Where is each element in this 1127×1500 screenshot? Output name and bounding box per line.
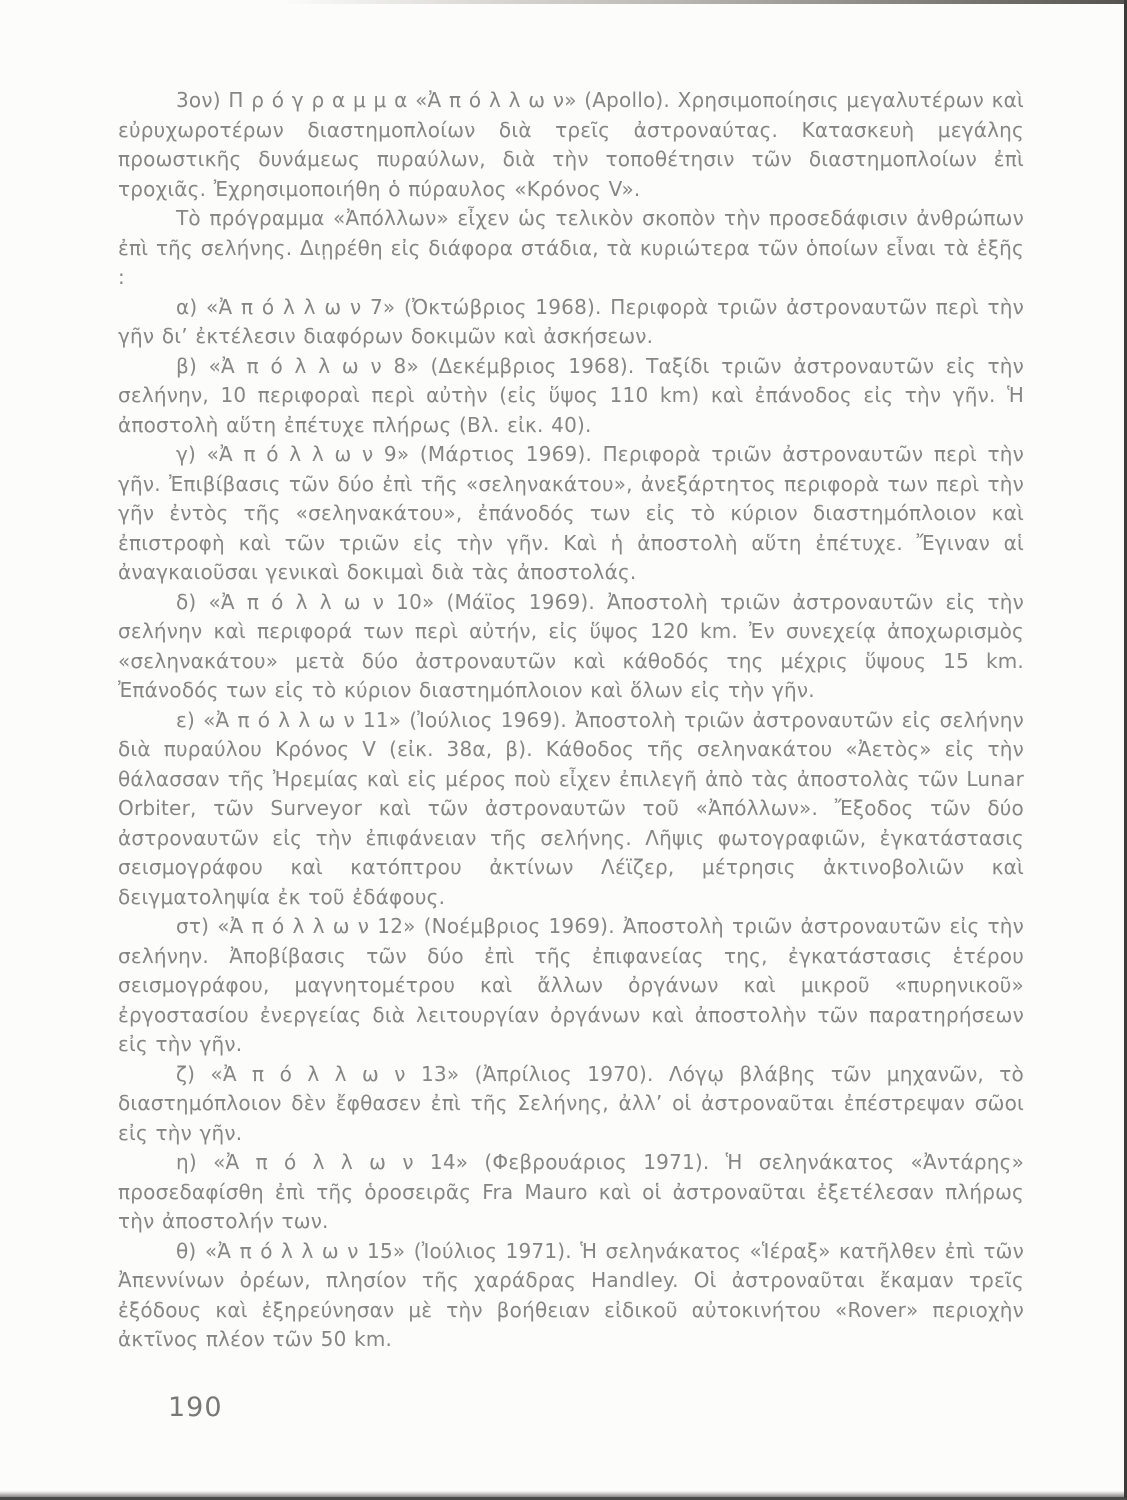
paragraph: θ) «Ἀ π ό λ λ ω ν 15» (Ἰούλιος 1971). Ἡ σεληνάκατος «Ἱέραξ» κατῆλθεν ἐπὶ τῶν Ἀπεννίνων ὀρέων, πλησίον τῆς χαράδρας Handley. Οἱ ἀστροναῦται ἔκαμαν τρεῖς ἐξόδους καὶ ἐξηρεύνησαν μὲ τὴν βοήθειαν εἰδικοῦ αὐτοκινήτου «Rover» περιοχὴν ἀκτῖνος πλέον τῶν 50 km. [118, 1238, 1024, 1351]
text-block [118, 86, 1024, 1355]
paragraph: δ) «Ἀ π ό λ λ ω ν 10» (Μάϊος 1969). Ἀποστολὴ τριῶν ἀστροναυτῶν εἰς τὴν σελήνην καὶ περιφορά των περὶ αὐτήν, εἰς ὕψος 120 km. Ἐν συνεχείᾳ ἀποχωρισμὸς «σεληνακάτου» μετὰ δύο ἀστροναυτῶν καὶ κάθοδός της μέχρις ὕψους 15 km. Ἐπάνοδός των εἰς τὸ κύριον διαστημόπλοιον καὶ ὅλων εἰς τὴν γῆν. [118, 589, 1024, 702]
paragraph: η) «Ἀ π ό λ λ ω ν 14» (Φεβρουάριος 1971). Ἡ σεληνάκατος «Ἀντάρης» προσεδαφίσθη ἐπὶ τῆς ὁροσειρᾶς Fra Mauro καὶ οἱ ἀστροναῦται ἐξετέλεσαν πλήρως τὴν ἀποστολήν των. [118, 1150, 1024, 1233]
paragraph: 3ον) Π ρ ό γ ρ α μ μ α «Ἀ π ό λ λ ω ν» (Apollo). Χρησιμοποίησις μεγαλυτέρων καὶ εὐρυχωροτέρων διαστημοπλοίων διὰ τρεῖς ἀστροναύτας. Κατασκευὴ μεγάλης προωστικῆς δυνάμεως πυραύλων, διὰ τὴν τοποθέτησιν τῶν διαστημοπλοίων ἐπὶ τροχιᾶς. Ἐχρησιμοποιήθη ὁ πύραυλος «Κρόνος V». [118, 88, 1024, 201]
paragraph: ζ) «Ἀ π ό λ λ ω ν 13» (Ἀπρίλιος 1970). Λόγῳ βλάβης τῶν μηχανῶν, τὸ διαστημόπλοιον δὲν ἔφθασεν ἐπὶ τῆς Σελήνης, ἀλλ’ οἱ ἀστροναῦται ἐπέστρεψαν σῶοι εἰς τὴν γῆν. [118, 1061, 1024, 1145]
paragraph: Τὸ πρόγραμμα «Ἀπόλλων» εἶχεν ὡς τελικὸν σκοπὸν τὴν προσεδάφισιν ἀνθρώπων ἐπὶ τῆς σελήνης. Διῃρέθη εἰς διάφορα στάδια, τὰ κυριώτερα τῶν ὁποίων εἶναι τὰ ἑξῆς : [118, 206, 1024, 289]
paragraph: στ) «Ἀ π ό λ λ ω ν 12» (Νοέμβριος 1969). Ἀποστολὴ τριῶν ἀστροναυτῶν εἰς τὴν σελήνην. Ἀποβίβασις τῶν δύο ἐπὶ τῆς ἐπιφανείας της, ἐγκατάστασις ἑτέρου σεισμογράφου, μαγνητομέτρου καὶ ἄλλων ὀργάνων καὶ μικροῦ «πυρηνικοῦ» ἐργοστασίου ἐνεργείας διὰ λειτουργίαν ὀργάνων καὶ ἀποστολὴν τῶν παρατηρήσεων εἰς τὴν γῆν. [118, 914, 1024, 1056]
paragraph: α) «Ἀ π ό λ λ ω ν 7» (Ὀκτώβριος 1968). Περιφορὰ τριῶν ἀστροναυτῶν περὶ τὴν γῆν δι’ ἐκτέλεσιν διαφόρων δοκιμῶν καὶ ἀσκήσεων. [118, 294, 1024, 348]
page-number: 190 [168, 1392, 223, 1423]
paragraph: ε) «Ἀ π ό λ λ ω ν 11» (Ἰούλιος 1969). Ἀποστολὴ τριῶν ἀστροναυτῶν εἰς σελήνην διὰ πυραύλου Κρόνος V (εἰκ. 38α, β). Κάθοδος τῆς σεληνακάτου «Ἀετὸς» εἰς τὴν θάλασσαν τῆς Ἠρεμίας καὶ εἰς μέρος ποὺ εἶχεν ἐπιλεγῆ ἀπὸ τὰς ἀποστολὰς τῶν Lunar Orbiter, τῶν Surveyor καὶ τῶν ἀστροναυτῶν τοῦ «Ἀπόλλων». Ἔξοδος τῶν δύο ἀστροναυτῶν εἰς τὴν ἐπιφάνειαν τῆς σελήνης. Λῆψις φωτογραφιῶν, ἐγκατάστασις σεισμογράφου καὶ κατόπτρου ἀκτίνων Λέϊζερ, μέτρησις ἀκτινοβολιῶν καὶ δειγματοληψία ἐκ τοῦ ἐδάφους. [118, 707, 1024, 909]
paragraph: β) «Ἀ π ό λ λ ω ν 8» (Δεκέμβριος 1968). Ταξίδι τριῶν ἀστροναυτῶν εἰς τὴν σελήνην, 10 περιφοραὶ περὶ αὐτὴν (εἰς ὕψος 110 km) καὶ ἐπάνοδος εἰς τὴν γῆν. Ἡ ἀποστολὴ αὕτη ἐπέτυχε πλήρως (Βλ. εἰκ. 40). [118, 353, 1024, 437]
paragraph: γ) «Ἀ π ό λ λ ω ν 9» (Μάρτιος 1969). Περιφορὰ τριῶν ἀστροναυτῶν περὶ τὴν γῆν. Ἐπιβίβασις τῶν δύο ἐπὶ τῆς «σεληνακάτου», ἀνεξάρτητος περιφορὰ των περὶ τὴν γῆν ἐντὸς τῆς «σεληνακάτου», ἐπάνοδός των εἰς τὸ κύριον διαστημόπλοιον καὶ ἐπιστροφὴ καὶ τῶν τριῶν εἰς τὴν γῆν. Καὶ ἡ ἀποστολὴ αὕτη ἐπέτυχε. Ἔγιναν αἱ ἀναγκαιοῦσαι γενικαὶ δοκιμαὶ διὰ τὰς ἀποστολάς. [118, 442, 1024, 584]
